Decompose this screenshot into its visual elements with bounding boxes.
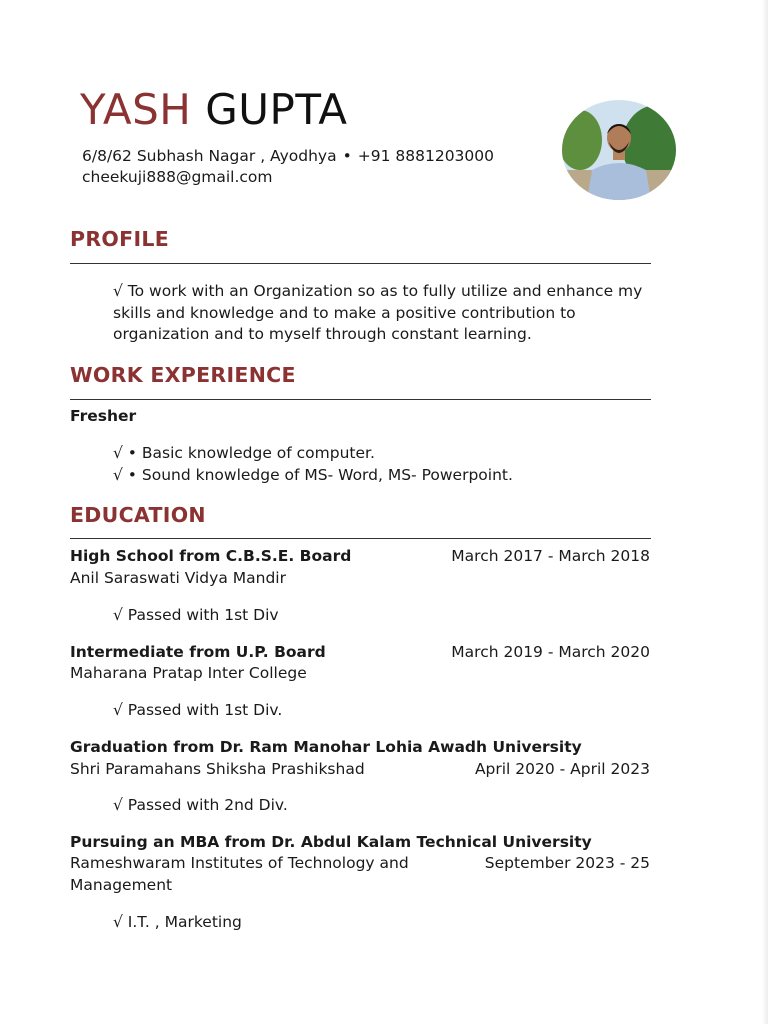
education-institution: Anil Saraswati Vidya Mandir: [70, 569, 286, 587]
work-section-title: WORK EXPERIENCE: [70, 363, 296, 387]
education-heading: Graduation from Dr. Ram Manohar Lohia Awadh University: [70, 738, 582, 756]
education-divider: [70, 538, 651, 539]
education-institution-continued: Management: [70, 876, 173, 894]
profile-objective: √ To work with an Organization so as to fully utilize and enhance my skills and knowledge and to make a positive contribution to organization and to myself through constant learning.: [113, 282, 643, 343]
education-note: √ Passed with 1st Div: [113, 606, 279, 624]
work-role: Fresher: [70, 407, 137, 425]
phone: +91 8881203000: [357, 147, 495, 165]
profile-section-title: PROFILE: [70, 227, 170, 251]
work-skill-item: √ • Sound knowledge of MS- Word, MS- Powerpoint.: [113, 466, 513, 484]
education-note: √ Passed with 2nd Div.: [113, 796, 288, 814]
education-institution: Shri Paramahans Shiksha Prashikshad: [70, 760, 365, 778]
candidate-name: [80, 84, 347, 136]
education-heading: Pursuing an MBA from Dr. Abdul Kalam Technical University: [70, 833, 592, 851]
education-section-title: EDUCATION: [70, 503, 206, 527]
last-name: GUPTA: [205, 85, 348, 134]
education-note: √ I.T. , Marketing: [113, 913, 242, 931]
profile-photo-image: [562, 100, 676, 200]
profile-divider: [70, 263, 651, 264]
education-dates: March 2019 - March 2020: [451, 643, 650, 661]
address: 6/8/62 Subhash Nagar , Ayodhya: [82, 147, 337, 165]
work-skill-item: √ • Basic knowledge of computer.: [113, 444, 375, 462]
profile-photo: [562, 100, 676, 200]
email: cheekuji888@gmail.com: [82, 168, 273, 186]
work-divider: [70, 399, 651, 400]
contact-separator: •: [342, 147, 352, 165]
education-heading: Intermediate from U.P. Board: [70, 643, 326, 661]
education-note: √ Passed with 1st Div.: [113, 701, 283, 719]
education-institution: Maharana Pratap Inter College: [70, 664, 307, 682]
education-dates: March 2017 - March 2018: [451, 547, 650, 565]
contact-block: [82, 146, 494, 188]
address-phone-line: [82, 146, 494, 167]
education-heading: High School from C.B.S.E. Board: [70, 547, 352, 565]
first-name: YASH: [80, 85, 192, 134]
education-dates: September 2023 - 25: [484, 854, 650, 872]
page-edge: [762, 0, 768, 1024]
education-institution: Rameshwaram Institutes of Technology and: [70, 854, 409, 872]
education-dates: April 2020 - April 2023: [474, 760, 650, 778]
